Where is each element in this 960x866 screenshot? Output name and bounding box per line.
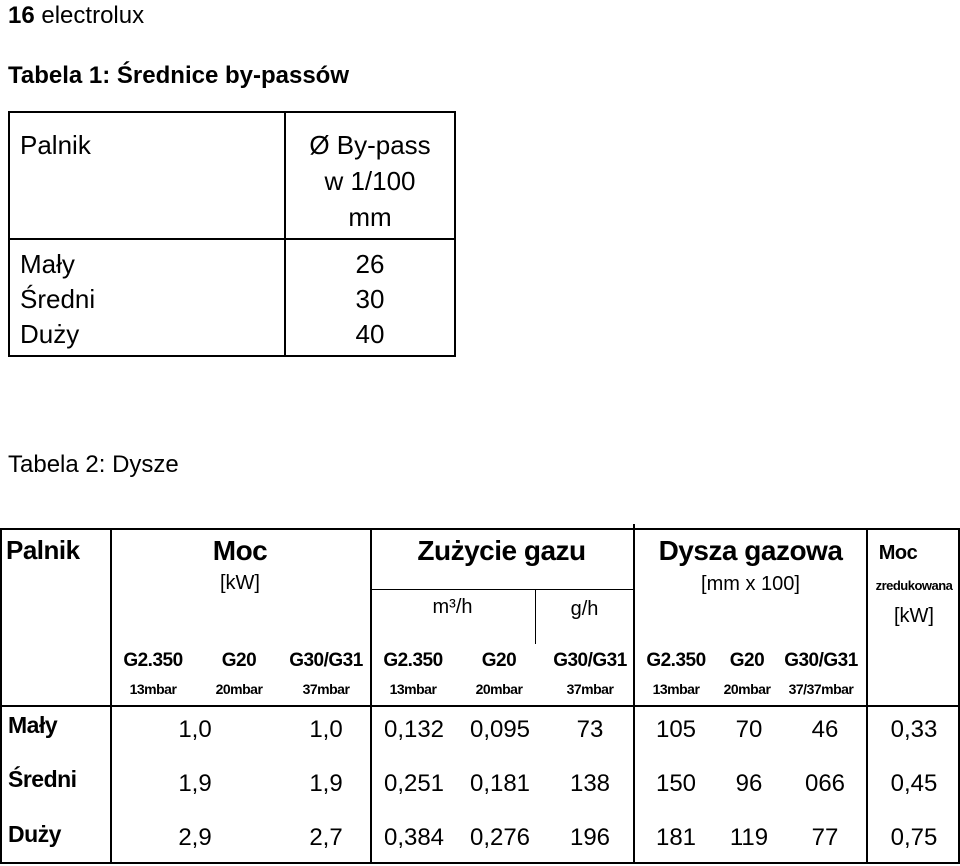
table2-header-m3h: m³/h (432, 596, 473, 618)
table1-header-bypass-2: w 1/100 (324, 166, 416, 196)
cell: 119 (729, 824, 769, 851)
table2-header-moc-red-2: zredukowana (875, 578, 953, 593)
row-name: Mały (8, 712, 58, 738)
gas-label: G20 (221, 650, 257, 671)
table1-row-name: Duży (20, 319, 80, 349)
cell: 150 (655, 770, 697, 797)
table2-header-moc-red-unit: [kW] (894, 605, 934, 627)
gas-pressure: 20mbar (215, 681, 263, 697)
table2-title: Tabela 2: Dysze (8, 451, 179, 478)
table1-header-bypass-1: Ø By-pass (309, 130, 431, 160)
gas-label: G2.350 (383, 650, 443, 671)
gas-label: G2.350 (123, 650, 183, 671)
cell: 181 (655, 824, 697, 851)
gas-label: G20 (729, 650, 765, 671)
gas-pressure: 37mbar (566, 681, 614, 697)
cell: 0,33 (890, 716, 938, 743)
gas-pressure: 13mbar (652, 681, 700, 697)
gas-label: G30/G31 (553, 650, 627, 671)
cell: 2,9 (178, 824, 212, 851)
row-name: Średni (8, 766, 77, 792)
brand-name: electrolux (41, 2, 145, 29)
table2-header-moc: Moc (212, 535, 268, 566)
gas-pressure: 13mbar (389, 681, 437, 697)
table2-header-moc-unit: [kW] (220, 572, 260, 594)
cell: 0,276 (469, 824, 531, 851)
gas-label: G2.350 (646, 650, 706, 671)
gas-pressure: 37/37mbar (788, 681, 854, 697)
gas-pressure: 13mbar (129, 681, 177, 697)
cell: 96 (735, 770, 763, 797)
table2-header-palnik: Palnik (6, 535, 80, 565)
table2-header-gh: g/h (570, 598, 599, 620)
table1-row-value: 40 (355, 319, 385, 349)
table2-header-zuzycie: Zużycie gazu (417, 535, 586, 566)
cell: 1,0 (309, 716, 343, 743)
cell: 0,251 (383, 770, 445, 797)
cell: 0,095 (469, 716, 531, 743)
gas-pressure: 20mbar (723, 681, 771, 697)
table1-row-value: 26 (355, 249, 385, 279)
table1-header-palnik: Palnik (20, 130, 91, 160)
table2-header-dysza-unit: [mm x 100] (701, 573, 800, 595)
cell: 066 (804, 770, 846, 797)
cell: 73 (576, 716, 604, 743)
table1-row-name: Średni (20, 284, 96, 314)
cell: 1,0 (178, 716, 212, 743)
gas-label: G30/G31 (289, 650, 363, 671)
cell: 138 (569, 770, 611, 797)
gas-pressure: 37mbar (302, 681, 350, 697)
cell: 46 (811, 716, 839, 743)
cell: 77 (811, 824, 839, 851)
cell: 0,384 (383, 824, 445, 851)
gas-label: G20 (481, 650, 517, 671)
cell: 0,132 (383, 716, 445, 743)
page-number: 16 (8, 2, 35, 29)
page-header (8, 2, 144, 30)
cell: 70 (735, 716, 763, 743)
cell: 196 (569, 824, 611, 851)
table2-header-dysza: Dysza gazowa (658, 535, 843, 566)
cell: 105 (655, 716, 697, 743)
cell: 0,45 (890, 770, 938, 797)
table1-title: Tabela 1: Średnice by-passów (8, 62, 350, 89)
table1-header-bypass-3: mm (348, 202, 392, 232)
cell: 0,181 (469, 770, 531, 797)
table2-header-moc-red: Moc (878, 542, 918, 564)
cell: 1,9 (178, 770, 212, 797)
table1-row-name: Mały (20, 249, 75, 279)
table1-row-value: 30 (355, 284, 385, 314)
cell: 2,7 (309, 824, 343, 851)
row-name: Duży (8, 821, 61, 847)
cell: 1,9 (309, 770, 343, 797)
gas-pressure: 20mbar (475, 681, 523, 697)
gas-label: G30/G31 (784, 650, 858, 671)
cell: 0,75 (890, 824, 938, 851)
